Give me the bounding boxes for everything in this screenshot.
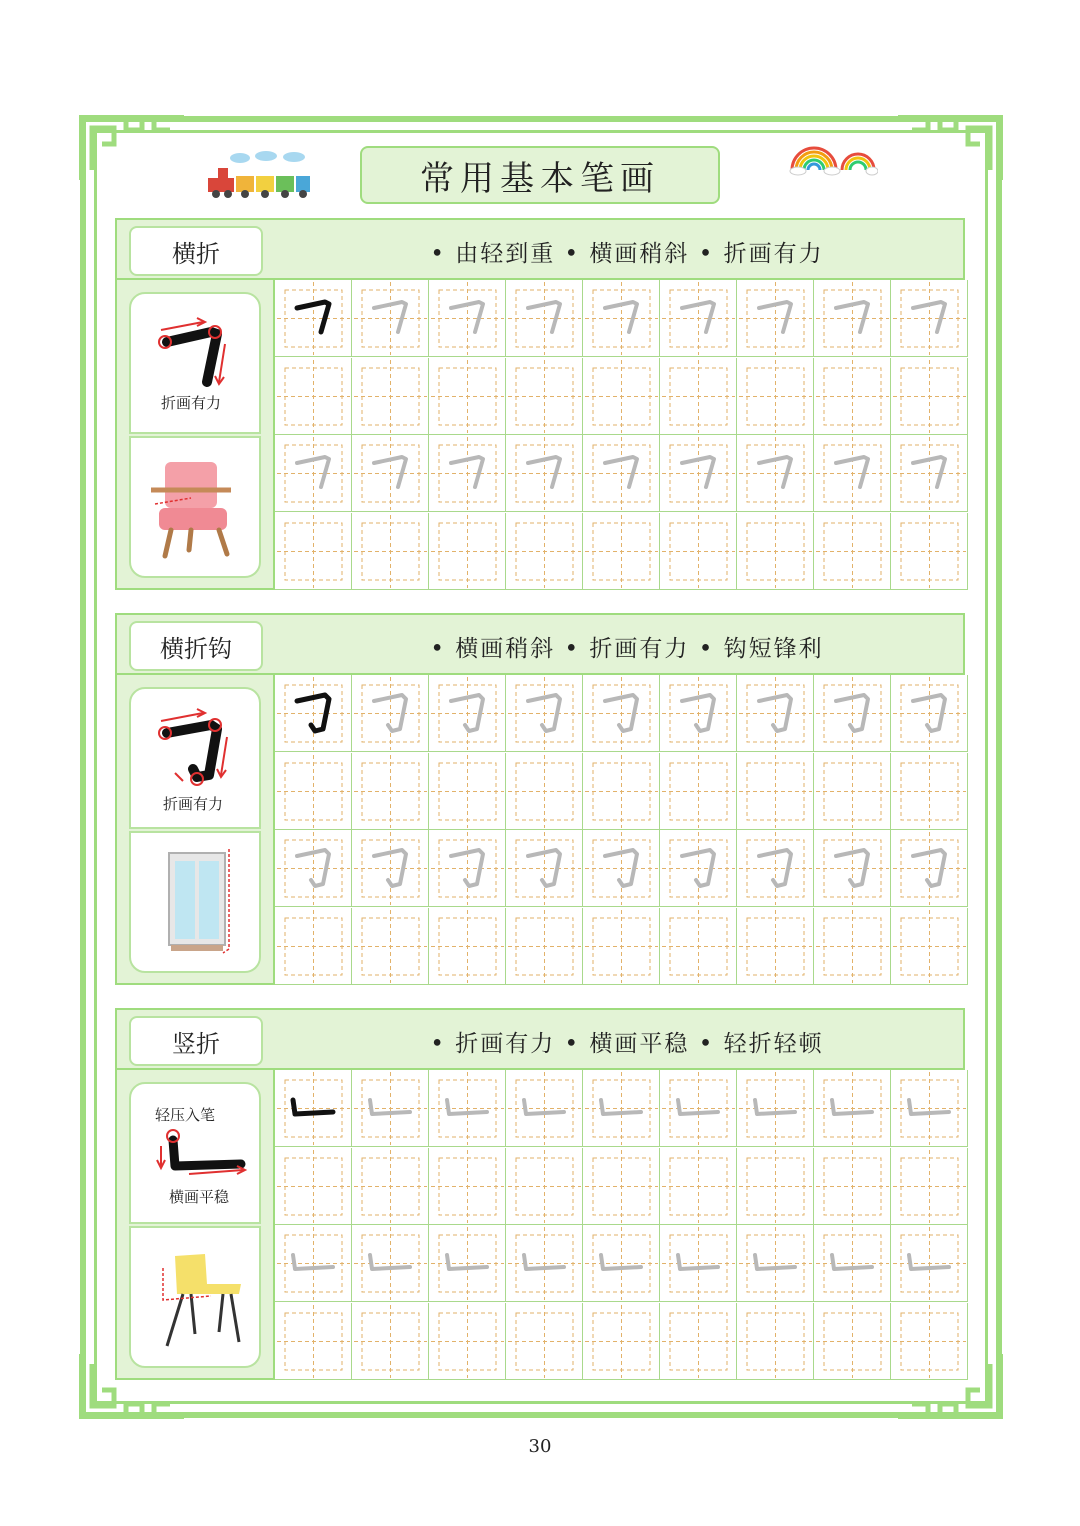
tian-grid-guide [737,1070,814,1147]
practice-cell[interactable] [429,513,506,590]
practice-cell[interactable] [660,675,737,752]
practice-cell[interactable] [583,435,660,512]
tian-grid-guide [737,358,814,435]
tian-grid-guide [275,1225,352,1302]
practice-cell[interactable] [891,1225,968,1302]
tian-grid-guide [660,830,737,907]
practice-cell[interactable] [352,1070,429,1147]
practice-cell[interactable] [275,830,352,907]
practice-cell[interactable] [275,1303,352,1380]
section-body [115,675,965,985]
tian-grid-guide [814,908,891,985]
practice-cell[interactable] [660,1148,737,1225]
tian-grid-guide [660,675,737,752]
tian-grid-guide [506,1225,583,1302]
tian-grid-guide [506,1070,583,1147]
stroke-caption: 折画有力 [163,795,224,813]
practice-cell[interactable] [891,908,968,985]
tian-grid-guide [660,908,737,985]
tian-grid-guide [429,280,506,357]
practice-cell[interactable] [891,513,968,590]
tian-grid-guide [814,1148,891,1225]
practice-cell[interactable] [275,1148,352,1225]
practice-cell[interactable] [352,675,429,752]
tian-grid-guide [275,753,352,830]
practice-cell[interactable] [352,753,429,830]
practice-cell[interactable] [506,358,583,435]
tian-grid-guide [275,908,352,985]
practice-cell[interactable] [429,908,506,985]
tian-grid-guide [737,675,814,752]
practice-cell[interactable] [352,830,429,907]
tian-grid-guide [891,513,968,590]
stroke-caption: 折画有力 [161,394,222,412]
practice-cell[interactable] [583,1148,660,1225]
practice-cell[interactable] [814,908,891,985]
practice-grid [273,1070,967,1380]
stroke-tips: • 横画稍斜 • 折画有力 • 钩短锋利 [430,635,824,662]
practice-cell[interactable] [737,1225,814,1302]
tian-grid-guide [891,435,968,512]
tian-grid-guide [429,513,506,590]
tian-grid-guide [583,908,660,985]
practice-cell[interactable] [583,908,660,985]
tian-grid-guide [891,675,968,752]
tian-grid-guide [506,908,583,985]
practice-cell[interactable] [814,1070,891,1147]
practice-cell[interactable] [891,830,968,907]
tian-grid-guide [583,513,660,590]
tian-grid-guide [506,1303,583,1380]
stroke-tips: • 由轻到重 • 横画稍斜 • 折画有力 [430,240,824,267]
tian-grid-guide [429,435,506,512]
stroke-demo-card [129,687,261,829]
tian-grid-guide [275,435,352,512]
practice-cell[interactable] [506,675,583,752]
practice-cell[interactable] [814,753,891,830]
tian-grid-guide [583,830,660,907]
practice-cell[interactable] [352,435,429,512]
tian-grid-guide [352,753,429,830]
stroke-name: 横折钩 [129,621,263,671]
practice-cell[interactable] [660,830,737,907]
practice-cell[interactable] [660,280,737,357]
practice-cell[interactable] [583,1303,660,1380]
practice-cell[interactable] [737,830,814,907]
tian-grid-guide [352,513,429,590]
tian-grid-guide [814,1225,891,1302]
practice-cell[interactable] [737,908,814,985]
practice-cell[interactable] [814,830,891,907]
tian-grid-guide [506,435,583,512]
object-image-card [129,1226,261,1368]
practice-cell[interactable] [429,1148,506,1225]
practice-cell[interactable] [814,513,891,590]
tian-grid-guide [275,830,352,907]
tian-grid-guide [891,830,968,907]
tian-grid-guide [660,1148,737,1225]
practice-cell[interactable] [583,513,660,590]
practice-cell[interactable] [275,358,352,435]
practice-cell[interactable] [352,908,429,985]
tian-grid-guide [660,1070,737,1147]
practice-cell[interactable] [275,1070,352,1147]
tian-grid-guide [660,1303,737,1380]
tian-grid-guide [737,513,814,590]
tian-grid-guide [737,435,814,512]
stroke-caption: 横画平稳 [169,1188,230,1206]
practice-cell[interactable] [506,1070,583,1147]
tian-grid-guide [429,1070,506,1147]
tian-grid-guide [506,753,583,830]
stroke-tips: • 折画有力 • 横画平稳 • 轻折轻顿 [430,1030,824,1057]
tian-grid-guide [275,1303,352,1380]
tian-grid-guide [737,753,814,830]
tian-grid-guide [814,435,891,512]
practice-cell[interactable] [429,1070,506,1147]
section-header [115,1008,965,1070]
practice-cell[interactable] [506,753,583,830]
practice-cell[interactable] [660,1225,737,1302]
practice-cell[interactable] [583,358,660,435]
practice-cell[interactable] [506,435,583,512]
practice-cell[interactable] [891,753,968,830]
tian-grid-guide [583,675,660,752]
practice-cell[interactable] [660,435,737,512]
tian-grid-guide [352,1225,429,1302]
train-illustration [204,150,314,202]
practice-cell[interactable] [737,1303,814,1380]
tian-grid-guide [429,830,506,907]
practice-cell[interactable] [660,908,737,985]
tian-grid-guide [891,358,968,435]
practice-cell[interactable] [814,435,891,512]
object-image-card [129,436,261,578]
heng-zhe-stroke-icon [131,294,263,436]
practice-cell[interactable] [583,280,660,357]
tian-grid-guide [506,675,583,752]
practice-cell[interactable] [352,1148,429,1225]
tian-grid-guide [891,1070,968,1147]
tian-grid-guide [352,1070,429,1147]
tian-grid-guide [737,1303,814,1380]
tian-grid-guide [583,280,660,357]
practice-cell[interactable] [737,753,814,830]
practice-cell[interactable] [352,280,429,357]
practice-cell[interactable] [506,280,583,357]
tian-grid-guide [891,1303,968,1380]
practice-cell[interactable] [737,1148,814,1225]
practice-cell[interactable] [891,1303,968,1380]
practice-cell[interactable] [737,280,814,357]
tian-grid-guide [891,280,968,357]
practice-cell[interactable] [737,358,814,435]
tian-grid-guide [583,1070,660,1147]
practice-cell[interactable] [737,513,814,590]
practice-cell[interactable] [429,1225,506,1302]
practice-cell[interactable] [660,358,737,435]
tian-grid-guide [352,358,429,435]
tian-grid-guide [352,830,429,907]
tian-grid-guide [275,675,352,752]
practice-cell[interactable] [583,830,660,907]
practice-cell[interactable] [583,753,660,830]
armchair-image [131,438,263,580]
practice-cell[interactable] [583,1070,660,1147]
practice-cell[interactable] [275,908,352,985]
tian-grid-guide [737,1225,814,1302]
tian-grid-guide [352,1148,429,1225]
practice-cell[interactable] [814,1148,891,1225]
tian-grid-guide [737,830,814,907]
tian-grid-guide [737,908,814,985]
practice-cell[interactable] [506,908,583,985]
rainbow-illustration [788,140,878,176]
tian-grid-guide [429,908,506,985]
tian-grid-guide [275,358,352,435]
practice-cell[interactable] [352,1303,429,1380]
tian-grid-guide [352,675,429,752]
practice-cell[interactable] [429,435,506,512]
practice-cell[interactable] [275,753,352,830]
tian-grid-guide [583,1148,660,1225]
corner-ornament-top-left [78,114,188,184]
tian-grid-guide [275,513,352,590]
practice-cell[interactable] [737,435,814,512]
practice-cell[interactable] [506,830,583,907]
practice-cell[interactable] [814,280,891,357]
wardrobe-image [131,833,263,975]
section-header [115,218,965,280]
practice-cell[interactable] [352,358,429,435]
tian-grid-guide [814,513,891,590]
practice-grid [273,675,967,985]
practice-cell[interactable] [429,358,506,435]
tian-grid-guide [352,1303,429,1380]
tian-grid-guide [352,908,429,985]
tian-grid-guide [737,1148,814,1225]
practice-cell[interactable] [814,1225,891,1302]
tian-grid-guide [891,908,968,985]
practice-cell[interactable] [429,1303,506,1380]
practice-cell[interactable] [814,1303,891,1380]
object-image-card [129,831,261,973]
tian-grid-guide [352,435,429,512]
practice-cell[interactable] [275,435,352,512]
page-number: 30 [528,1436,552,1457]
practice-cell[interactable] [429,280,506,357]
tian-grid-guide [814,358,891,435]
tian-grid-guide [429,358,506,435]
practice-cell[interactable] [737,1070,814,1147]
tian-grid-guide [891,1225,968,1302]
practice-cell[interactable] [275,280,352,357]
tian-grid-guide [583,435,660,512]
tian-grid-guide [814,753,891,830]
practice-cell[interactable] [891,675,968,752]
practice-cell[interactable] [506,1303,583,1380]
section-header [115,613,965,675]
practice-cell[interactable] [506,1148,583,1225]
practice-cell[interactable] [275,675,352,752]
tian-grid-guide [814,675,891,752]
practice-cell[interactable] [275,513,352,590]
stroke-demo-card [129,292,261,434]
tian-grid-guide [429,1303,506,1380]
practice-cell[interactable] [891,358,968,435]
chair-image [131,1228,263,1370]
practice-cell[interactable] [891,1070,968,1147]
tian-grid-guide [660,753,737,830]
stroke-name: 横折 [129,226,263,276]
tian-grid-guide [891,1148,968,1225]
practice-cell[interactable] [583,675,660,752]
practice-cell[interactable] [660,753,737,830]
tian-grid-guide [814,280,891,357]
practice-cell[interactable] [352,1225,429,1302]
practice-cell[interactable] [583,1225,660,1302]
tian-grid-guide [275,280,352,357]
practice-cell[interactable] [275,1225,352,1302]
stroke-demo-card [129,1082,261,1224]
tian-grid-guide [660,280,737,357]
practice-cell[interactable] [660,1303,737,1380]
tian-grid-guide [660,1225,737,1302]
practice-cell[interactable] [506,513,583,590]
tian-grid-guide [506,513,583,590]
practice-cell[interactable] [352,513,429,590]
practice-cell[interactable] [429,753,506,830]
tian-grid-guide [429,675,506,752]
tian-grid-guide [737,280,814,357]
tian-grid-guide [891,753,968,830]
tian-grid-guide [660,358,737,435]
practice-cell[interactable] [429,830,506,907]
practice-cell[interactable] [429,675,506,752]
tian-grid-guide [506,830,583,907]
tian-grid-guide [429,1225,506,1302]
tian-grid-guide [660,513,737,590]
page-title: 常用基本笔画 [360,146,720,204]
tian-grid-guide [583,1225,660,1302]
practice-cell[interactable] [891,435,968,512]
tian-grid-guide [583,358,660,435]
section-body [115,280,965,590]
tian-grid-guide [352,280,429,357]
practice-cell[interactable] [814,675,891,752]
tian-grid-guide [429,753,506,830]
practice-grid [273,280,967,590]
tian-grid-guide [506,358,583,435]
practice-cell[interactable] [506,1225,583,1302]
practice-cell[interactable] [891,280,968,357]
tian-grid-guide [660,435,737,512]
stroke-name: 竖折 [129,1016,263,1066]
practice-cell[interactable] [660,1070,737,1147]
corner-ornament-top-right [894,114,1004,184]
tian-grid-guide [583,1303,660,1380]
tian-grid-guide [583,753,660,830]
practice-cell[interactable] [814,358,891,435]
tian-grid-guide [506,280,583,357]
tian-grid-guide [506,1148,583,1225]
section-body [115,1070,965,1380]
practice-cell[interactable] [891,1148,968,1225]
tian-grid-guide [429,1148,506,1225]
practice-cell[interactable] [737,675,814,752]
tian-grid-guide [814,1303,891,1380]
tian-grid-guide [275,1148,352,1225]
tian-grid-guide [814,1070,891,1147]
practice-cell[interactable] [660,513,737,590]
tian-grid-guide [275,1070,352,1147]
stroke-caption: 轻压入笔 [155,1106,216,1124]
tian-grid-guide [814,830,891,907]
